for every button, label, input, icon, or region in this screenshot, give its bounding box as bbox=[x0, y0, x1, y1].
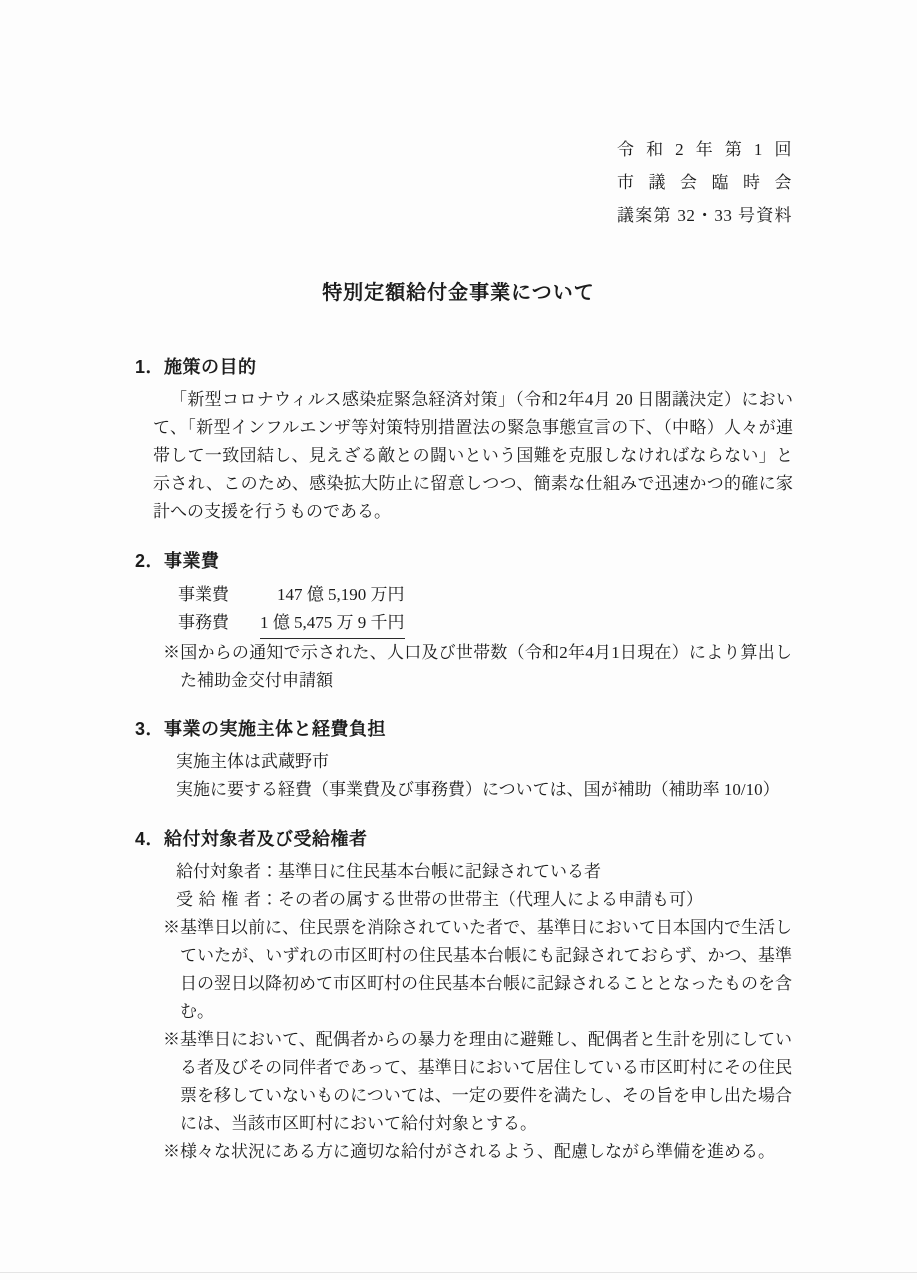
section-recipients-heading: 4．給付対象者及び受給権者 bbox=[135, 829, 368, 849]
section-implementing-body-heading: 3．事業の実施主体と経費負担 bbox=[135, 719, 387, 739]
cost-label-project: 事業費 bbox=[178, 585, 229, 604]
recipient-definitions bbox=[176, 858, 792, 914]
cost-label-admin: 事務費 bbox=[178, 613, 229, 632]
section-purpose bbox=[0, 355, 917, 526]
note-resident-register: ※基準日以前に、住民票を消除されていた者で、基準日において日本国内で生活していたが、いずれの市区町村の住民基本台帳にも記録されておらず、かつ、基準日の翌日以降初めて市区町村の住民基本台帳に記録されることとなったものを含む。 bbox=[163, 918, 792, 1021]
subsidy-rate-line: 実施に要する経費（事業費及び事務費）については、国が補助（補助率 10/10） bbox=[176, 780, 780, 799]
header-session-line: 令和2年第1回 bbox=[617, 140, 792, 159]
cost-value-project: 147 億 5,190 万円 bbox=[277, 585, 405, 604]
note-preparation: ※様々な状況にある方に適切な給付がされるよう、配慮しながら準備を進める。 bbox=[163, 1142, 775, 1161]
recipient-description: ：基準日に住民基本台帳に記録されている者 bbox=[261, 862, 601, 881]
cost-value-admin: 1 億 5,475 万 9 千円 bbox=[260, 609, 405, 639]
header-council-line: 市議会臨時会 bbox=[617, 173, 792, 192]
table-row bbox=[178, 609, 917, 639]
header-bill-number-line: 議案第 32・33 号資料 bbox=[617, 206, 792, 225]
section-recipients bbox=[0, 827, 917, 1166]
beneficiary-term: 受給権者 bbox=[176, 890, 261, 909]
cost-table bbox=[178, 581, 917, 639]
recipient-term: 給付対象者 bbox=[176, 862, 261, 881]
note-dv-evacuees: ※基準日において、配偶者からの暴力を理由に避難し、配偶者と生計を別にしている者及びその同伴者であって、基準日において居住している市区町村にその住民票を移していないものについては、一定の要件を満たし、その旨を申し出た場合には、当該市区町村において給付対象とする。 bbox=[163, 1030, 792, 1133]
page-title: 特別定額給付金事業について bbox=[322, 282, 595, 304]
table-row bbox=[178, 581, 917, 609]
section-implementing-body bbox=[0, 717, 917, 804]
document-header bbox=[617, 133, 792, 232]
implementing-body-line: 実施主体は武蔵野市 bbox=[176, 752, 329, 771]
list-item bbox=[176, 886, 792, 914]
implementing-body-lines bbox=[176, 748, 792, 804]
list-item bbox=[176, 858, 792, 886]
section-purpose-paragraph: 「新型コロナウィルス感染症緊急経済対策」（令和2年4月 20 日閣議決定）において、「新型インフルエンザ等対策特別措置法の緊急事態宣言の下、（中略）人々が連帯して一致団結し、見えざる敵との闘いという国難を克服しなければならない」と示され、このため、感染拡大防止に留意しつつ、簡素な仕組みで迅速かつ的確に家計への支援を行うものである。 bbox=[153, 390, 793, 521]
section-project-cost bbox=[0, 549, 917, 695]
cost-note: ※国からの通知で示された、人口及び世帯数（令和2年4月1日現在）により算出した補助金交付申請額 bbox=[163, 643, 792, 690]
recipient-notes bbox=[0, 914, 917, 1166]
beneficiary-description: ：その者の属する世帯の世帯主（代理人による申請も可） bbox=[261, 890, 703, 909]
section-project-cost-heading: 2．事業費 bbox=[135, 551, 220, 571]
section-purpose-heading: 1．施策の目的 bbox=[135, 357, 257, 377]
